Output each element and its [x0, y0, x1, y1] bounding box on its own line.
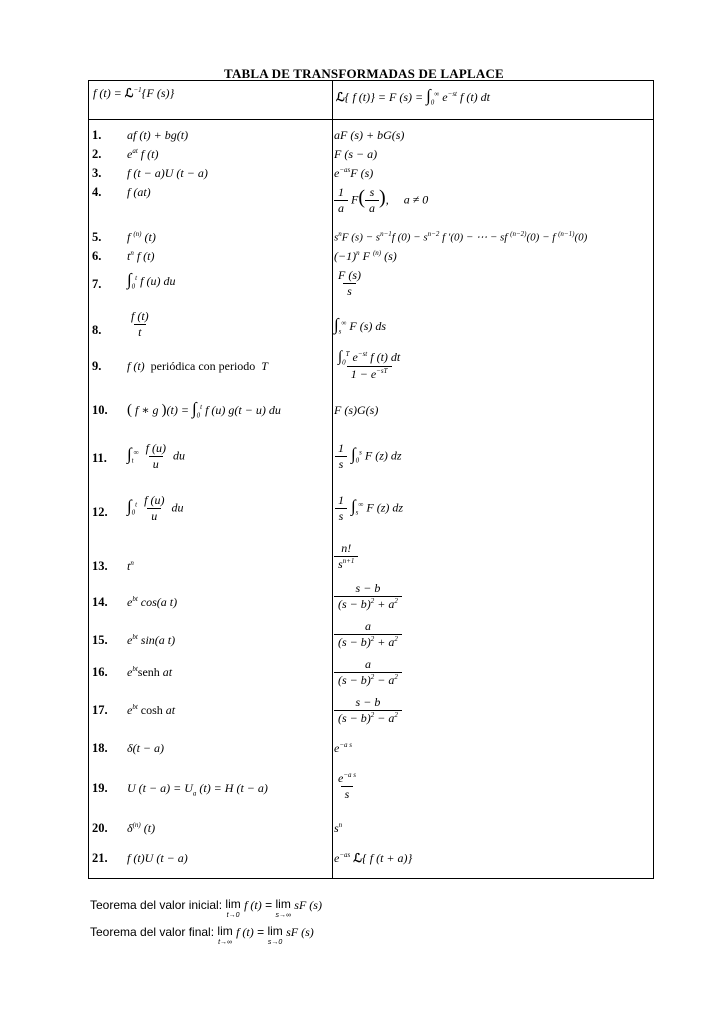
transform: $\frac{s - b}{(s - b)^2 - a^2}$ [334, 695, 402, 726]
row-number: 10. [92, 403, 108, 417]
row-number: 19. [92, 781, 108, 795]
row-number: 20. [92, 821, 108, 835]
column-divider [332, 81, 333, 878]
time-function: f (t − a)U (t − a) [127, 166, 208, 180]
transform: F (s)G(s) [334, 403, 379, 417]
row-number: 9. [92, 359, 102, 373]
time-function: ( f ∗ g )$(t) = \int_0^t$ f (u) g(t − u) du [127, 399, 281, 420]
transform: $\frac{1}{s}$ $\int_0^s$ F (z) dz [334, 441, 402, 472]
row-number: 1. [92, 128, 102, 142]
time-function: δ(t − a) [127, 741, 165, 755]
header-laplace-definition: ℒ{ f (t)} = F $(s) = \int_0^\infty$ $e^{-st}$ f (t) dt [336, 86, 491, 107]
page-title: TABLA DE TRANSFORMADAS DE LAPLACE [224, 66, 504, 81]
transform: $\frac{F (s)}{s}$ [338, 268, 361, 298]
row-number: 14. [92, 595, 108, 609]
time-function: U $(t - a) = U_a$ (t) = H (t − a) [127, 781, 268, 798]
initial-value-theorem: Teorema del valor inicial: lim t→0 f (t) = lim s→∞ sF (s) [90, 897, 322, 919]
time-function: f $^{(n)}$ (t) [127, 230, 156, 244]
transform: $(-1)^n$ F $^{(n)}$ (s) [334, 249, 397, 263]
row-number: 7. [92, 277, 102, 291]
transform: $\frac{e^{-a s}}{s}$ [338, 771, 357, 801]
time-function: $e^{bt}$ cos(a t) [127, 595, 178, 609]
row-number: 17. [92, 703, 108, 717]
row-number: 3. [92, 166, 102, 180]
transform: $\frac{1}{a}$ F( $\frac{s}{a}$ ), a ≠ 0 [334, 185, 428, 216]
row-number: 21. [92, 851, 108, 865]
transform: F (s − a) [334, 147, 378, 161]
time-function: $e^{bt}senh$ at [127, 665, 173, 679]
transform: $\int_s^\infty$ F (s) ds [334, 315, 387, 336]
laplace-table [88, 80, 654, 879]
transform: $\frac{a}{(s - b)^2 + a^2}$ [334, 619, 402, 650]
row-number: 6. [92, 249, 102, 263]
header-inverse-transform: f (t) = ℒ$^{-1}${F (s)} [93, 86, 175, 100]
transform: $e^{-a s}$ [334, 741, 353, 755]
transform: $e^{-as}$ ℒ{ f (t + a)} [334, 851, 413, 865]
time-function: $\int_0^t$ $\frac{f (u)}{u}$ du [127, 493, 184, 523]
time-function: $\delta^{(n)}$ (t) [127, 821, 156, 835]
transform: aF (s) + bG(s) [334, 128, 405, 142]
row-number: 4. [92, 185, 102, 199]
time-function: $\frac{f (t)}{t}$ [131, 309, 149, 339]
time-function: af (t) + bg(t) [127, 128, 189, 142]
initial-value-label: Teorema del valor inicial: [90, 898, 223, 912]
transform: $\frac{n!}{s^{n+1}}$ [334, 541, 358, 572]
transform: $s^n$ [334, 821, 343, 835]
time-function: $\int_t^\infty$ $\frac{f (u)}{u}$ du [127, 441, 185, 471]
transform: $\frac{s - b}{(s - b)^2 + a^2}$ [334, 581, 402, 612]
row-number: 15. [92, 633, 108, 647]
time-function: f (t) periódica con periodo T [127, 359, 268, 373]
time-function: $\int_0^t$ f (u) du [127, 270, 176, 291]
transform: $\frac{1}{s}$ $\int_s^\infty$ F (z) dz [334, 493, 403, 524]
transform: $\frac{\int_0^T e^{-st} f (t) dt}{1 - e^{-sT}}$ [338, 349, 401, 382]
row-number: 11. [92, 451, 107, 465]
time-function: $t^n$ f (t) [127, 249, 155, 263]
transform: $\frac{a}{(s - b)^2 - a^2}$ [334, 657, 402, 688]
row-number: 2. [92, 147, 102, 161]
row-number: 18. [92, 741, 108, 755]
time-function: $e^{at}$ f (t) [127, 147, 159, 161]
transform: $s^nF$ $(s) - s^{n-1}f$ $(0) - s^{n-2}$ f ′(0) − ⋯ − sf $^{(n-2)}$(0) − f $^{(n-1)}$(0) [334, 230, 588, 244]
transform: $e^{-as}F$ (s) [334, 166, 374, 180]
row-number: 5. [92, 230, 102, 244]
row-number: 13. [92, 559, 108, 573]
row-number: 8. [92, 323, 102, 337]
row-number: 16. [92, 665, 108, 679]
final-value-label: Teorema del valor final: [90, 925, 215, 939]
time-function: $e^{bt}$ cosh at [127, 703, 176, 717]
final-value-theorem: Teorema del valor final: lim t→∞ f (t) = lim s→0 sF (s) [90, 924, 314, 946]
time-function: f (t)U (t − a) [127, 851, 188, 865]
time-function: $e^{bt}$ sin(a t) [127, 633, 176, 647]
header-divider [89, 119, 653, 120]
time-function: f (at) [127, 185, 151, 199]
row-number: 12. [92, 505, 108, 519]
time-function: $t^n$ [127, 559, 134, 573]
